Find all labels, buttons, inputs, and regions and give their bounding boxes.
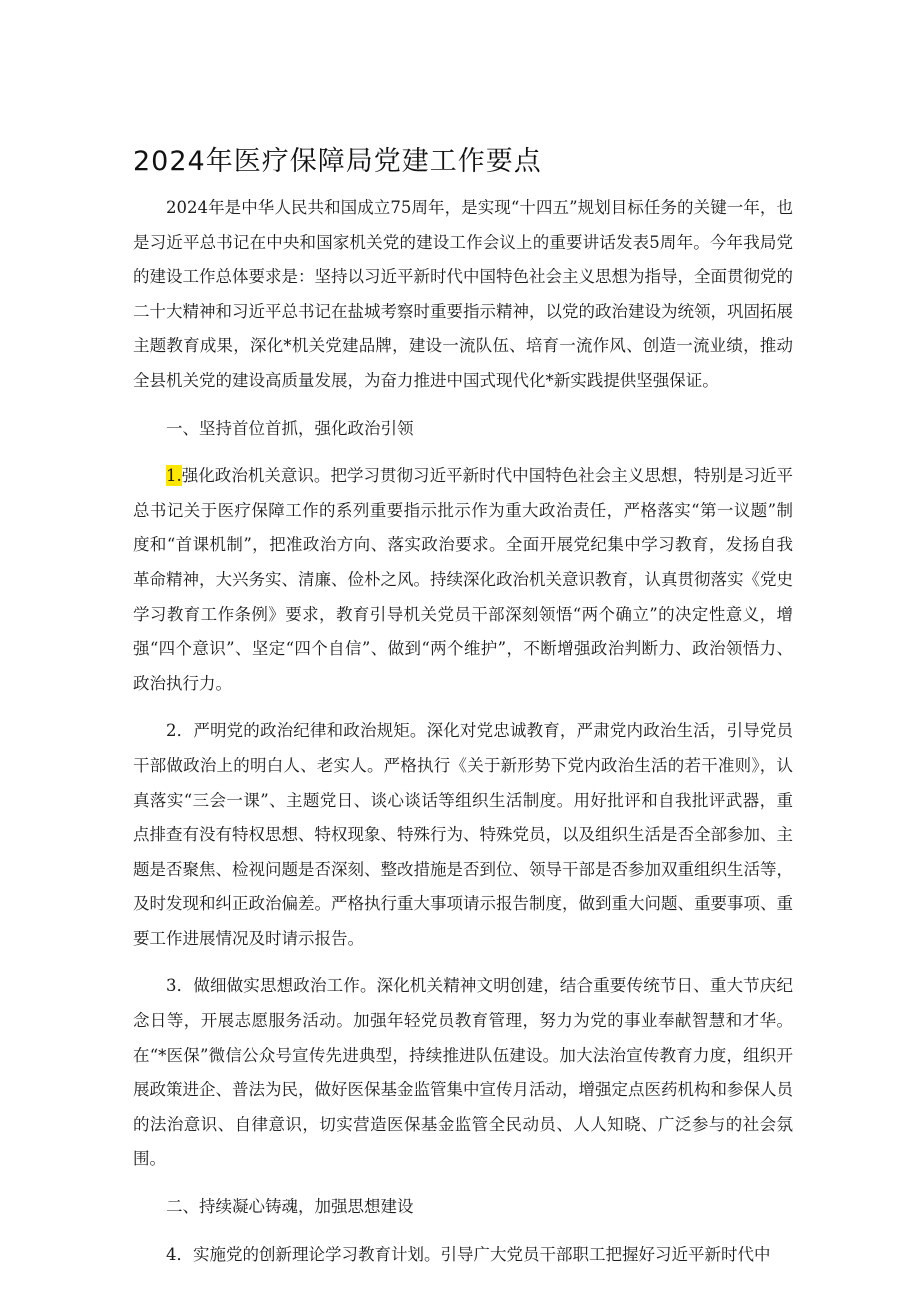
item-1-text: 强化政治机关意识。把学习贯彻习近平新时代中国特色社会主义思想，特别是习近平总书记关于医疗保障工作的系列重要指示批示作为重大政治责任，严格落实“第一议题”制度和“首课机制”，把准政治方向、落实政治要求。全面开展党纪集中学习教育，发扬自我革命精神，大兴务实、清廉、俭朴之风。持续深化政治机关意识教育，认真贯彻落实《党史学习教育工作条例》要求，教育引导机关党员干部深刻领悟“两个确立”的决定性意义，增强“四个意识”、坚定“四个自信”、做到“两个维护”，不断增强政治判断力、政治领悟力、政治执行力。 [133,466,793,693]
section-heading-2: 二、持续凝心铸魂，加强思想建设 [166,1197,414,1217]
page-title: 2024年医疗保障局党建工作要点 [133,146,542,177]
intro-paragraph: 2024年是中华人民共和国成立75周年，是实现“十四五”规划目标任务的关键一年，也是习近平总书记在中央和国家机关党的建设工作会议上的重要讲话发表5周年。今年我局党的建设工作总体要求是：坚持以习近平新时代中国特色社会主义思想为指导，全面贯彻党的二十大精神和习近平总书记在盐城考察时重要指示精神，以党的政治建设为统领，巩固拓展主题教育成果，深化*机关党建品牌，建设一流队伍、培育一流作风、创造一流业绩，推动全县机关党的建设高质量发展，为奋力推进中国式现代化*新实践提供坚强保证。 [133,198,793,390]
item-4-paragraph: 4．实施党的创新理论学习教育计划。引导广大党员干部职工把握好习近平新时代中 [166,1244,771,1264]
item-1-number-highlight: 1. [166,466,182,486]
item-1-paragraph [133,459,793,701]
section-heading-1: 一、坚持首位首抓，强化政治引领 [166,418,414,438]
item-3-paragraph: 3．做细做实思想政治工作。深化机关精神文明创建，结合重要传统节日、重大节庆纪念日等，开展志愿服务活动。加强年轻党员教育管理，努力为党的事业奉献智慧和才华。在“*医保”微信公众号宣传先进典型，持续推进队伍建设。加大法治宣传教育力度，组织开展政策进企、普法为民，做好医保基金监管集中宣传月活动，增强定点医药机构和参保人员的法治意识、自律意识，切实营造医保基金监管全民动员、人人知晓、广泛参与的社会氛围。 [133,976,793,1169]
item-2-paragraph: 2．严明党的政治纪律和政治规矩。深化对党忠诚教育，严肃党内政治生活，引导党员干部做政治上的明白人、老实人。严格执行《关于新形势下党内政治生活的若干准则》，认真落实“三会一课”、主题党日、谈心谈话等组织生活制度。用好批评和自我批评武器，重点排查有没有特权思想、特权现象、特殊行为、特殊党员，以及组织生活是否全部参加、主题是否聚焦、检视问题是否深刻、整改措施是否到位、领导干部是否参加双重组织生活等，及时发现和纠正政治偏差。严格执行重大事项请示报告制度，做到重大问题、重要事项、重要工作进展情况及时请示报告。 [133,721,793,948]
document-body [133,191,793,1285]
